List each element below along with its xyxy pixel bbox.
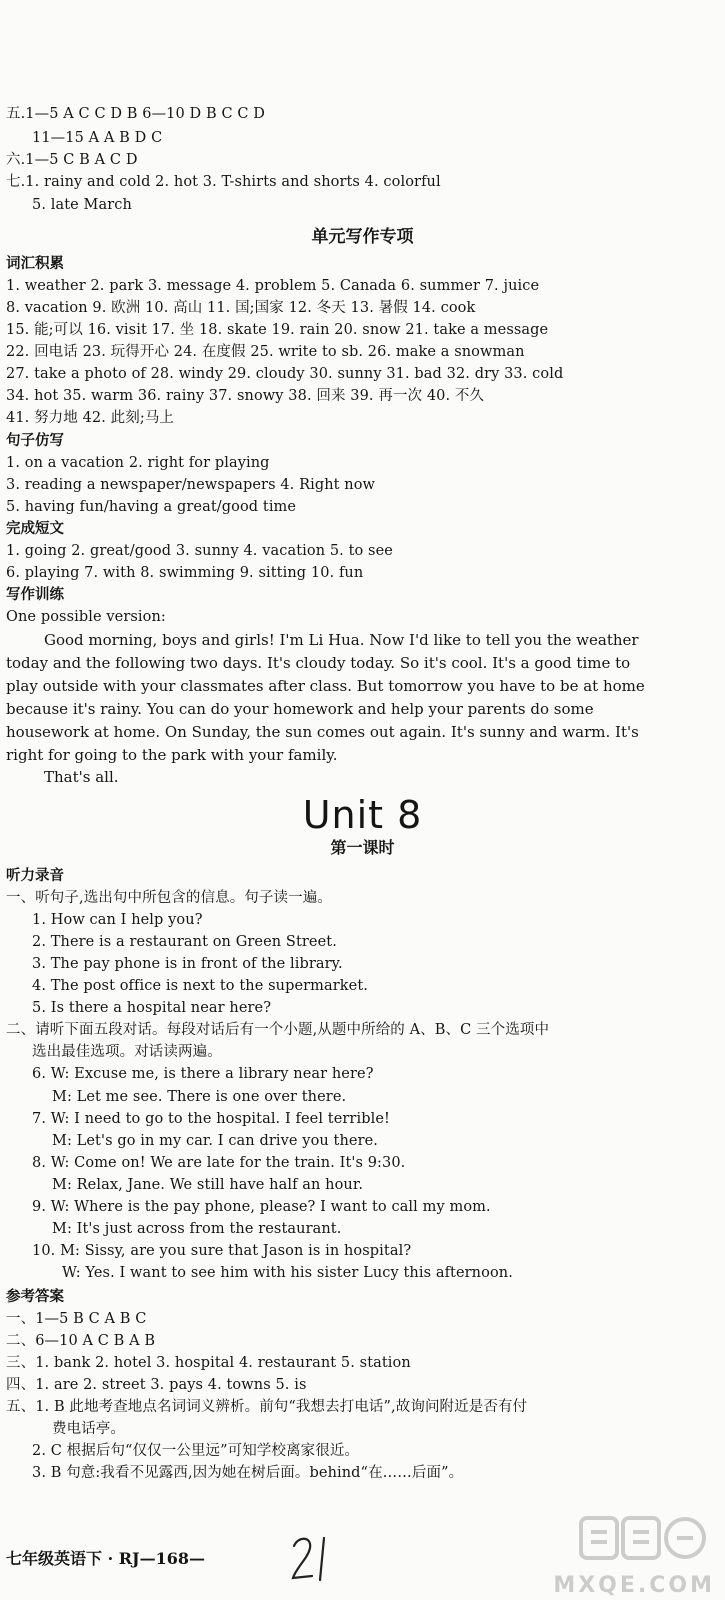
writing-heading: 写作训练 (6, 587, 64, 603)
vocab-line: 27. take a photo of 28. windy 29. cloudy 30. sunny 31. bad 32. dry 33. cold (6, 366, 564, 382)
dialogue-line: 8. W: Come on! We are late for the train. It's 9:30. (32, 1155, 406, 1171)
essay-line: Good morning, boys and girls! I'm Li Hua. Now I'd like to tell you the weather (44, 631, 639, 649)
essay-line: today and the following two days. It's cloudy today. So it's cool. It's a good time to (6, 654, 631, 672)
vocab-line: 22. 回电话 23. 玩得开心 24. 在度假 25. write to sb. 26. make a snowman (6, 344, 525, 360)
essay-line: play outside with your classmates after class. But tomorrow you have to be at home (6, 677, 645, 695)
listening-item: 2. There is a restaurant on Green Street. (32, 934, 337, 950)
handwritten-page-mark (290, 1532, 332, 1584)
answer-line: 六.1—5 C B A C D (6, 152, 138, 168)
vocab-line: 34. hot 35. warm 36. rainy 37. snowy 38. 回来 39. 再一次 40. 不久 (6, 388, 485, 404)
sentence-line: 1. on a vacation 2. right for playing (6, 455, 270, 471)
dialogue-line: M: It's just across from the restaurant. (52, 1221, 342, 1237)
answer-line: 四、1. are 2. street 3. pays 4. towns 5. is (6, 1377, 307, 1393)
dialogue-line: 6. W: Excuse me, is there a library near here? (32, 1066, 374, 1082)
answer-line: 七.1. rainy and cold 2. hot 3. T-shirts and shorts 4. colorful (6, 174, 441, 190)
answer-line: 二、6—10 A C B A B (6, 1333, 156, 1349)
sentence-line: 3. reading a newspaper/newspapers 4. Right now (6, 477, 376, 493)
answer-line: 五、1. B 此地考查地点名词词义辨析。前句“我想去打电话”,故询问附近是否有付 (6, 1399, 528, 1415)
vocab-line: 41. 努力地 42. 此刻;马上 (6, 410, 175, 426)
answer-line: 三、1. bank 2. hotel 3. hospital 4. restaurant 5. station (6, 1355, 411, 1371)
section-title: 单元写作专项 (311, 227, 414, 247)
essay-line: right for going to the park with your family. (6, 746, 338, 764)
dialogue-line: 7. W: I need to go to the hospital. I feel terrible! (32, 1111, 390, 1127)
dialogue-line: M: Let's go in my car. I can drive you there. (52, 1133, 379, 1149)
vocab-line: 1. weather 2. park 3. message 4. problem 5. Canada 6. summer 7. juice (6, 278, 540, 294)
watermark-text: MXQE.COM (553, 1573, 715, 1598)
vocab-line: 8. vacation 9. 欧洲 10. 高山 11. 国;国家 12. 冬天 13. 暑假 14. cook (6, 300, 476, 316)
answer-line: 5. late March (32, 197, 132, 213)
sentence-line: 5. having fun/having a great/good time (6, 499, 297, 515)
essay-end: That's all. (44, 768, 119, 786)
listening-item: 1. How can I help you? (32, 912, 203, 928)
instruction-line: 二、请听下面五段对话。每段对话后有一个小题,从题中所给的 A、B、C 三个选项中 (6, 1022, 550, 1038)
answer-line: 3. B 句意:我看不见露西,因为她在树后面。behind“在……后面”。 (32, 1465, 464, 1481)
cloze-heading: 完成短文 (6, 521, 64, 537)
listening-heading: 听力录音 (6, 868, 64, 884)
essay-line: housework at home. On Sunday, the sun comes out again. It's sunny and warm. It's (6, 723, 639, 741)
essay-line: because it's rainy. You can do your homework and help your parents do some (6, 700, 594, 718)
vocab-line: 15. 能;可以 16. visit 17. 坐 18. skate 19. rain 20. snow 21. take a message (6, 322, 549, 338)
sentence-heading: 句子仿写 (6, 433, 64, 449)
writing-intro: One possible version: (6, 609, 166, 625)
cloze-line: 1. going 2. great/good 3. sunny 4. vacation 5. to see (6, 543, 393, 559)
dialogue-line: M: Relax, Jane. We still have half an hour. (52, 1177, 364, 1193)
dialogue-line: W: Yes. I want to see him with his sister Lucy this afternoon. (62, 1265, 513, 1281)
dialogue-line: 9. W: Where is the pay phone, please? I want to call my mom. (32, 1199, 491, 1215)
answer-stamp-icon (577, 1512, 707, 1564)
answer-line: 2. C 根据后句“仅仅一公里远”可知学校离家很近。 (32, 1443, 360, 1459)
dialogue-line: M: Let me see. There is one over there. (52, 1089, 347, 1105)
listening-item: 5. Is there a hospital near here? (32, 1000, 272, 1016)
answers-heading: 参考答案 (6, 1289, 64, 1305)
lesson-title: 第一课时 (330, 838, 395, 857)
site-watermark (521, 1510, 721, 1600)
vocab-heading: 词汇积累 (6, 256, 64, 272)
dialogue-line: 10. M: Sissy, are you sure that Jason is in hospital? (32, 1243, 412, 1259)
cloze-line: 6. playing 7. with 8. swimming 9. sitting 10. fun (6, 565, 364, 581)
listening-item: 3. The pay phone is in front of the library. (32, 956, 343, 972)
listening-item: 4. The post office is next to the supermarket. (32, 978, 368, 994)
answer-line: 11—15 A A B D C (32, 130, 163, 146)
answer-line: 五.1—5 A C C D B 6—10 D B C C D (6, 106, 265, 122)
page-footer: 七年级英语下 · RJ—168— (6, 1549, 205, 1568)
answer-line: 费电话亭。 (52, 1421, 125, 1437)
unit-title: Unit 8 (302, 793, 423, 837)
instruction-line: 一、听句子,选出句中所包含的信息。句子读一遍。 (6, 890, 332, 906)
instruction-line: 选出最佳选项。对话读两遍。 (32, 1044, 222, 1060)
answer-line: 一、1—5 B C A B C (6, 1311, 147, 1327)
